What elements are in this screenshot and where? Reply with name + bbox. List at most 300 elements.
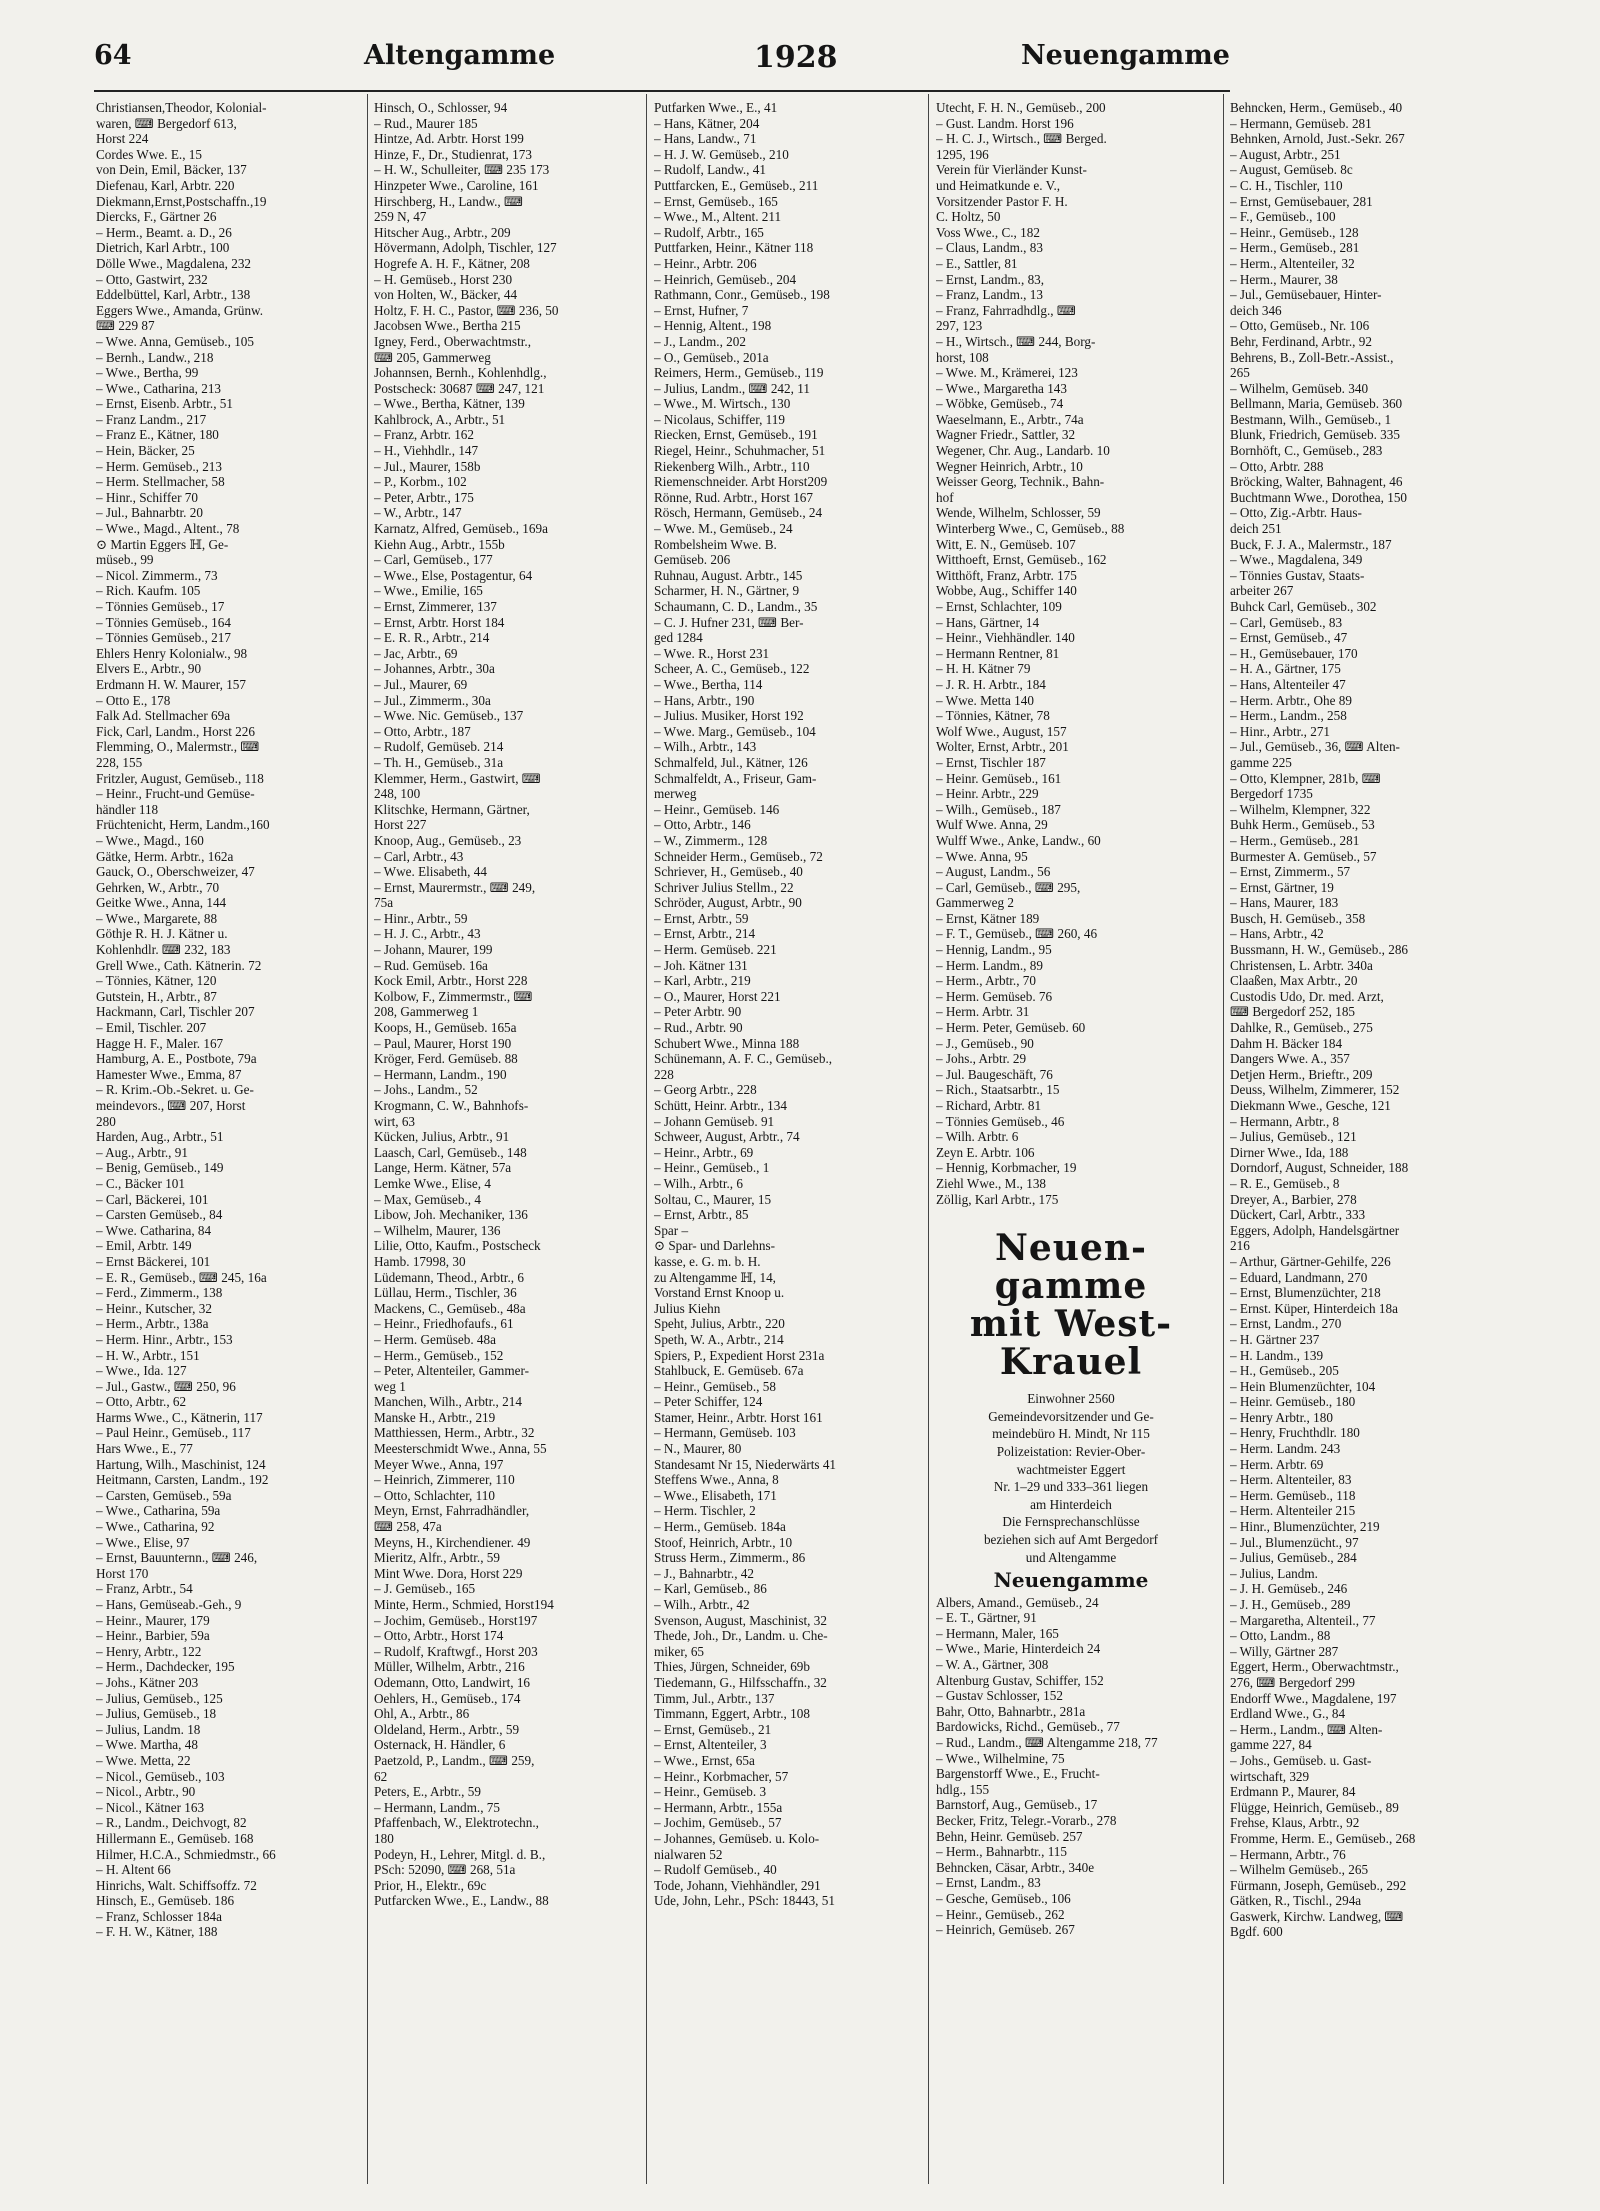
directory-entry: Igney, Ferd., Oberwachtmstr., [374,333,531,349]
directory-entry: Diefenau, Karl, Arbtr. 220 [96,177,235,193]
directory-entry: – C. H., Tischler, 110 [1230,177,1343,193]
directory-entry: Bussmann, H. W., Gemüseb., 286 [1230,942,1409,958]
directory-entry: Flügge, Heinrich, Gemüseb., 89 [1230,1799,1399,1815]
directory-entry: – R. E., Gemüseb., 8 [1230,1175,1340,1191]
directory-entry: Oldeland, Herm., Arbtr., 59 [374,1721,520,1737]
directory-entry: – C., Bäcker 101 [96,1175,185,1191]
directory-entry: gamme 227, 84 [1230,1737,1312,1753]
directory-entry: – J. H., Gemüseb., 289 [1230,1597,1351,1612]
directory-entry: – Heinr., Viehhändler. 140 [936,630,1075,646]
directory-entry: Timm, Jul., Arbtr., 137 [654,1690,775,1706]
directory-entry: – Heinr., Barbier, 59a [96,1628,210,1644]
directory-entry: Standesamt Nr 15, Niederwärts 41 [654,1456,837,1472]
directory-entry: – Ernst, Zimmerer, 137 [374,599,497,614]
directory-entry: Meesterschmidt Wwe., Anna, 55 [374,1441,547,1457]
directory-entry: – Herm., Maurer, 38 [1230,271,1338,287]
directory-entry: Rombelsheim Wwe. B. [654,536,777,552]
directory-entry: zu Altengamme ℍ, 14, [654,1269,776,1285]
directory-entry: Dückert, Carl, Arbtr., 333 [1230,1207,1366,1223]
directory-entry: – Peter Schiffer, 124 [654,1394,763,1410]
directory-entry: – Heinrich, Zimmerer, 110 [374,1472,515,1488]
directory-entry: Johannsen, Bernh., Kohlenhdlg., [374,365,547,381]
directory-entry: nialwaren 52 [654,1846,723,1862]
directory-entry: Riegel, Heinr., Schuhmacher, 51 [654,443,826,459]
directory-entry: – Karl, Arbtr., 219 [654,973,751,989]
directory-entry: – Joh. Kätner 131 [654,957,748,973]
directory-entry: – Nicolaus, Schiffer, 119 [654,411,785,427]
directory-entry: – Paul, Maurer, Horst 190 [374,1035,512,1051]
directory-entry: – Heinr., Gemüseb., 262 [936,1906,1065,1922]
directory-entry: – Herm. Arbtr. 31 [936,1004,1030,1020]
directory-entry: – Jul. Baugeschäft, 76 [936,1066,1053,1082]
directory-entry: Hilmer, H.C.A., Schmiedmstr., 66 [96,1846,276,1862]
directory-entry: – Heinr., Gemüseb. 146 [654,801,780,817]
directory-entry: – Franz, Schlosser 184a [96,1908,222,1924]
directory-entry: Pfaffenbach, W., Elektrotechn., [374,1815,539,1831]
directory-entry: Bergedorf 1735 [1230,786,1313,802]
directory-entry: 62 [374,1768,388,1784]
directory-entry: – H. J. C., Arbtr., 43 [374,926,481,942]
directory-entry: – Herm., Arbtr., 138a [96,1316,209,1332]
directory-entry: Dangers Wwe. A., 357 [1230,1051,1350,1067]
directory-entry: – Wwe. M., Gemüseb., 24 [654,521,793,537]
directory-entry: Horst 227 [374,817,427,833]
directory-entry: Christiansen,Theodor, Kolonial- [96,100,267,115]
directory-entry: ged 1284 [654,630,703,646]
directory-entry: – Ernst. Küper, Hinterdeich 18a [1230,1300,1398,1316]
directory-entry: kasse, e. G. m. b. H. [654,1253,761,1269]
info-note: und Altengamme [1025,1549,1117,1565]
directory-entry: – H., Gemüseb., 205 [1230,1363,1339,1379]
directory-entry: – Heinrich, Gemüseb., 204 [654,271,797,287]
directory-entry: – Wwe. Metta 140 [936,692,1034,708]
directory-entry: – Hans, Arbtr., 42 [1230,926,1324,942]
directory-entry: Witt, E. N., Gemüseb. 107 [936,536,1076,552]
directory-entry: Julius Kiehn [654,1300,721,1316]
directory-entry: Schubert Wwe., Minna 188 [654,1035,800,1051]
directory-entry: Riekenberg Wilh., Arbtr., 110 [654,458,810,474]
directory-entry: Harden, Aug., Arbtr., 51 [96,1129,224,1145]
directory-entry: Schröder, August, Arbtr., 90 [654,895,802,911]
directory-entry: Matthiessen, Herm., Arbtr., 32 [374,1425,535,1441]
directory-entry: Erdmann P., Maurer, 84 [1230,1784,1356,1800]
directory-entry: Kahlbrock, A., Arbtr., 51 [374,411,506,427]
directory-entry: – Carsten Gemüseb., 84 [96,1207,223,1223]
directory-entry: Fürmann, Joseph, Gemüseb., 292 [1230,1877,1407,1893]
directory-entry: Christensen, L. Arbtr. 340a [1230,957,1373,973]
directory-entry: – Heinr., Frucht-und Gemüse- [96,786,255,802]
directory-entry: Claaßen, Max Arbtr., 20 [1230,973,1358,989]
directory-entry: Soltau, C., Maurer, 15 [654,1191,772,1207]
directory-entry: arbeiter 267 [1230,583,1294,599]
directory-entry: – Hans, Arbtr., 190 [654,692,755,708]
directory-entry: Putfarken Wwe., E., 41 [654,100,778,115]
directory-entry: – Wwe., Ida. 127 [96,1363,187,1379]
directory-entry: – Herm., Gemüseb., 281 [1230,832,1360,848]
directory-entry: Bgdf. 600 [1230,1924,1283,1940]
directory-entry: – Wwe., Magd., Altent., 78 [96,521,240,537]
directory-entry: Rathmann, Conr., Gemüseb., 198 [654,287,830,303]
directory-entry: Busch, H. Gemüseb., 358 [1230,910,1366,926]
directory-entry: Hamb. 17998, 30 [374,1253,466,1269]
directory-entry: – H., Viehhdlr., 147 [374,443,479,459]
directory-entry: Lemke Wwe., Elise, 4 [374,1175,491,1191]
directory-entry: – Tönnies Gemüseb., 217 [96,630,231,646]
directory-entry: ⊙ Martin Eggers ℍ, Ge- [96,536,229,552]
info-note: Die Fernsprechanschlüsse [1002,1514,1140,1530]
directory-entry: – Hermann, Arbtr., 8 [1230,1113,1340,1129]
directory-entry: – Wwe. R., Horst 231 [654,645,770,661]
directory-entry: Erdland Wwe., G., 84 [1230,1706,1346,1722]
directory-entry: – Ernst, Blumenzüchter, 218 [1230,1285,1381,1301]
directory-entry: – Herm., Gemüseb., 152 [374,1347,504,1363]
directory-entry: Steffens Wwe., Anna, 8 [654,1472,779,1488]
directory-entry: – Otto E., 178 [96,692,171,708]
directory-entry: – Wwe., Bertha, 99 [96,365,199,381]
directory-entry: – Hermann, Landm., 75 [374,1799,500,1815]
directory-entry: Thies, Jürgen, Schneider, 69b [654,1659,810,1675]
directory-entry: – Otto, Landm., 88 [1230,1628,1331,1644]
directory-entry: – Tönnies Gemüseb., 46 [936,1113,1065,1129]
directory-entry: – Johann, Maurer, 199 [374,942,493,958]
directory-entry: – Hinr., Blumenzüchter, 219 [1230,1519,1380,1535]
directory-entry: – Heinr. Gemüseb., 161 [936,770,1062,786]
directory-entry: Meyer Wwe., Anna, 197 [374,1456,504,1472]
directory-entry: Hogrefe A. H. F., Kätner, 208 [374,255,530,271]
directory-entry: – H. W., Arbtr., 151 [96,1347,200,1363]
directory-entry: – Ernst, Altenteiler, 3 [654,1737,767,1753]
directory-entry: – Ernst, Hufner, 7 [654,302,749,318]
directory-entry: Krogmann, C. W., Bahnhofs- [374,1098,529,1113]
directory-entry: Erdmann H. W. Maurer, 157 [96,676,246,692]
directory-entry: Zeyn E. Arbtr. 106 [936,1144,1035,1160]
directory-entry: – Hermann, Arbtr., 155a [654,1799,783,1815]
directory-entry: miker, 65 [654,1643,705,1659]
directory-entry: Diekmann,Ernst,Postschaffn.,19 [96,193,267,209]
directory-entry: – Hans, Gärtner, 14 [936,614,1040,630]
directory-entry: Ohl, A., Arbtr., 86 [374,1706,470,1722]
directory-entry: Burmester A. Gemüseb., 57 [1230,848,1377,864]
directory-entry: Schmalfeldt, A., Friseur, Gam- [654,770,817,786]
directory-entry: merweg [654,786,697,802]
directory-entry: – Ernst, Tischler 187 [936,754,1046,770]
left-running-title: Altengamme [364,40,556,71]
directory-entry: Peters, E., Arbtr., 59 [374,1784,481,1800]
directory-entry: – H. Gärtner 237 [1230,1331,1320,1347]
directory-entry: – Henry Arbtr., 180 [1230,1409,1333,1425]
directory-entry: – Nicol., Gemüseb., 103 [96,1768,225,1784]
directory-entry: von Holten, W., Bäcker, 44 [374,287,518,303]
directory-entry: – Ernst, Landm., 83, [936,271,1045,287]
directory-entry: Klitschke, Hermann, Gärtner, [374,801,530,817]
directory-entry: weg 1 [374,1378,406,1394]
directory-entry: Tode, Johann, Viehhändler, 291 [654,1877,821,1893]
directory-entry: Wegner Heinrich, Arbtr., 10 [936,458,1083,474]
directory-entry: Gauck, O., Oberschweizer, 47 [96,864,255,880]
directory-entry: – Heinr., Gemüseb. 3 [654,1784,767,1800]
directory-entry: – Herm. Altenteiler 215 [1230,1503,1356,1519]
directory-entry: – Jochim, Gemüseb., Horst197 [374,1612,538,1628]
directory-entry: – Wwe., Else, Postagentur, 64 [374,567,533,583]
directory-entry: – Wöbke, Gemüseb., 74 [936,396,1064,412]
directory-entry: – Rudolf, Gemüseb. 214 [374,739,504,755]
directory-entry: – Herm. Gemüseb. 221 [654,942,777,958]
directory-entry: Schneider Herm., Gemüseb., 72 [654,848,823,864]
directory-entry: – Wwe. Elisabeth, 44 [374,864,487,880]
column-4-entries [936,100,1206,1207]
directory-entry: Puttfarcken, E., Gemüseb., 211 [654,177,819,193]
directory-entry: – Wwe., Catharina, 213 [96,380,222,396]
directory-entry: – Paul Heinr., Gemüseb., 117 [96,1425,251,1441]
directory-column-5 [1230,100,1502,2180]
directory-entry: – Hans, Altenteiler 47 [1230,676,1346,692]
directory-entry: – H., Gemüsebauer, 170 [1230,645,1358,661]
directory-entry: Tiedemann, G., Hilfsschaffn., 32 [654,1674,827,1690]
directory-entry: 1295, 196 [936,146,989,162]
directory-entry: 265 [1230,365,1250,381]
directory-entry: Buhk Herm., Gemüseb., 53 [1230,817,1375,833]
directory-entry: Flemming, O., Malermstr., ⌨ [96,739,260,755]
page-number: 64 [94,40,132,71]
directory-entry: Lüdemann, Theod., Arbtr., 6 [374,1269,524,1285]
directory-entry: und Heimatkunde e. V., [936,177,1061,193]
directory-entry: Frehse, Klaus, Arbtr., 92 [1230,1815,1360,1831]
directory-entry: Struss Herm., Zimmerm., 86 [654,1550,806,1566]
directory-entry: – Hinr., Arbtr., 59 [374,910,468,926]
banner-line: Neuen- [994,1227,1147,1270]
directory-entry: Grell Wwe., Cath. Kätnerin. 72 [96,957,262,973]
info-note: am Hinterdeich [1030,1496,1112,1512]
directory-entry: – Hennig, Landm., 95 [936,942,1052,958]
directory-entry: Weisser Georg, Technik., Bahn- [936,474,1105,490]
directory-entry: – Heinr., Arbtr., 69 [654,1144,754,1160]
directory-entry: ⌨ 205, Gammerweg [374,349,491,365]
directory-entry: – Wwe., Emilie, 165 [374,583,483,599]
directory-entry: – Heinr. Arbtr., 229 [936,786,1039,802]
directory-entry: Kröger, Ferd. Gemüseb. 88 [374,1051,518,1067]
directory-entry: Putfarcken Wwe., E., Landw., 88 [374,1893,549,1909]
directory-entry: Hitscher Aug., Arbtr., 209 [374,224,511,240]
directory-entry: – Emil, Arbtr. 149 [96,1238,192,1254]
directory-entry: Wegener, Chr. Aug., Landarb. 10 [936,443,1110,459]
directory-entry: Schriver Julius Stellm., 22 [654,879,794,895]
directory-entry: Odemann, Otto, Landwirt, 16 [374,1674,531,1690]
column-divider [646,94,647,2184]
directory-entry: – Wilh., Arbtr., 6 [654,1175,743,1191]
directory-entry: Verein für Vierländer Kunst- [936,162,1087,178]
directory-entry: – Hans, Kätner, 204 [654,115,760,131]
directory-entry: – Wwe., Catharina, 92 [96,1519,215,1535]
directory-entry: – Heinr., Gemüseb., 128 [1230,224,1359,240]
directory-entry: – Rudolf, Arbtr., 165 [654,224,764,240]
directory-entry: – Tönnies Gustav, Staats- [1230,567,1365,583]
directory-entry: – Gustav Schlosser, 152 [936,1688,1063,1704]
directory-entry: Bahr, Otto, Bahnarbtr., 281a [936,1703,1086,1719]
directory-entry: – Ernst Bäckerei, 101 [96,1253,211,1269]
directory-entry: – F., Gemüseb., 100 [1230,209,1336,225]
directory-entry: Lüllau, Herm., Tischler, 36 [374,1285,517,1301]
directory-entry: Schütt, Heinr. Arbtr., 134 [654,1098,787,1113]
directory-entry: – H. Altent 66 [96,1862,171,1878]
directory-entry: – Herm. Stellmacher, 58 [96,474,225,490]
directory-entry: – Emil, Tischler. 207 [96,1020,207,1036]
directory-entry: Bellmann, Maria, Gemüseb. 360 [1230,396,1403,412]
directory-entry: – Herm., Arbtr., 70 [936,973,1036,989]
directory-entry: – Jul., Zimmerm., 30a [374,692,491,708]
directory-entry: Waeselmann, E., Arbtr., 74a [936,411,1084,427]
directory-entry: – Ernst, Gemüseb., 21 [654,1721,772,1737]
directory-entry: Albers, Amand., Gemüseb., 24 [936,1594,1099,1610]
directory-entry: deich 251 [1230,521,1282,537]
directory-entry: Riecken, Ernst, Gemüseb., 191 [654,427,818,443]
directory-entry: Kock Emil, Arbtr., Horst 228 [374,973,528,989]
directory-entry: Wolter, Ernst, Arbtr., 201 [936,739,1069,755]
directory-entry: – Wilh. Arbtr. 6 [936,1129,1019,1145]
directory-entry: – Carl, Arbtr., 43 [374,848,464,864]
directory-entry: – Rud. Gemüseb. 16a [374,957,488,973]
directory-entry: Horst 224 [96,131,149,147]
directory-entry: Witthoeft, Ernst, Gemüseb., 162 [936,552,1107,568]
directory-entry: 228, 155 [96,754,143,770]
directory-entry: – Hermann, Gemüseb. 281 [1230,115,1372,131]
directory-entry: Wobbe, Aug., Schiffer 140 [936,583,1077,599]
directory-entry: Wulff Wwe., Anke, Landw., 60 [936,832,1101,848]
directory-entry: Müller, Wilhelm, Arbtr., 216 [374,1659,525,1675]
directory-entry: Eggers, Adolph, Handelsgärtner [1230,1222,1400,1238]
directory-entry: Gammerweg 2 [936,895,1014,911]
directory-entry: Utecht, F. H. N., Gemüseb., 200 [936,100,1106,115]
directory-entry: – Franz, Landm., 13 [936,287,1043,303]
directory-entry: – Heinr., Maurer, 179 [96,1612,210,1628]
directory-entry: Mieritz, Alfr., Arbtr., 59 [374,1550,500,1566]
directory-entry: – Rudolf, Kraftwgf., Horst 203 [374,1643,538,1659]
banner-line: gamme [994,1265,1148,1308]
directory-entry: – W., Arbtr., 147 [374,505,462,521]
directory-entry: müseb., 99 [96,552,154,568]
directory-entry: 248, 100 [374,786,421,802]
directory-entry: Geitke Wwe., Anna, 144 [96,895,227,911]
directory-entry: Lange, Herm. Kätner, 57a [374,1160,512,1176]
directory-entry: – Otto, Arbtr. 288 [1230,458,1324,474]
directory-entry: Schweer, August, Arbtr., 74 [654,1129,800,1145]
directory-entry: – Heinr., Kutscher, 32 [96,1300,212,1316]
directory-entry: Göthje R. H. J. Kätner u. [96,926,228,942]
directory-entry: Dietrich, Karl Arbtr., 100 [96,240,230,256]
directory-entry: Gutstein, H., Arbtr., 87 [96,988,217,1004]
directory-entry: Laasch, Carl, Gemüseb., 148 [374,1144,527,1160]
info-note: meindebüro H. Mindt, Nr 115 [992,1426,1150,1442]
directory-entry: – Otto, Schlachter, 110 [374,1487,495,1503]
directory-entry: Prior, H., Elektr., 69c [374,1877,487,1893]
directory-entry: – Julius, Landm. 18 [96,1721,201,1737]
directory-entry: – Jul., Bahnarbtr. 20 [96,505,203,521]
directory-entry: Wende, Wilhelm, Schlosser, 59 [936,505,1101,521]
directory-entry: Holtz, F. H. C., Pastor, ⌨ 236, 50 [374,302,559,318]
directory-entry: – Jul., Maurer, 158b [374,458,481,474]
directory-entry: – Ernst, Gemüseb., 47 [1230,630,1348,646]
directory-entry: – Herm., Beamt. a. D., 26 [96,224,232,240]
directory-entry: – F. T., Gemüseb., ⌨ 260, 46 [936,926,1098,942]
directory-entry: ⌨ Bergedorf 252, 185 [1230,1004,1356,1020]
directory-entry: Winterberg Wwe., C, Gemüseb., 88 [936,521,1125,537]
directory-entry: – Richard, Arbtr. 81 [936,1098,1042,1113]
directory-entry: horst, 108 [936,349,989,365]
directory-entry: deich 346 [1230,302,1282,318]
directory-entry: 276, ⌨ Bergedorf 299 [1230,1674,1356,1690]
directory-entry: Behncken, Cäsar, Arbtr., 340e [936,1859,1095,1875]
directory-entry: Dölle Wwe., Magdalena, 232 [96,255,252,271]
directory-entry: – Hermann, Gemüseb. 103 [654,1425,796,1441]
directory-entry: – Heinr., Gemüseb., 58 [654,1378,776,1394]
directory-entry: – Rich. Kaufm. 105 [96,583,201,599]
directory-entry: Rösch, Hermann, Gemüseb., 24 [654,505,823,521]
directory-entry: – Hennig, Korbmacher, 19 [936,1160,1077,1176]
directory-entry: – Otto, Arbtr., 187 [374,723,471,739]
directory-entry: – Ernst, Bauunternn., ⌨ 246, [96,1550,258,1566]
directory-entry: – Jac, Arbtr., 69 [374,645,458,661]
directory-entry: – Aug., Arbtr., 91 [96,1144,188,1160]
directory-entry: – Heinr., Arbtr. 206 [654,255,757,271]
directory-entry: – Johs., Arbtr. 29 [936,1051,1027,1067]
directory-entry: Knoop, Aug., Gemüseb., 23 [374,832,522,848]
directory-entry: Hinrichs, Walt. Schiffsoffz. 72 [96,1877,257,1893]
directory-entry: – Wwe., Margarete, 88 [96,910,218,926]
directory-entry: Diekmann Wwe., Gesche, 121 [1230,1098,1391,1113]
directory-entry: – Hinr., Schiffer 70 [96,489,198,505]
neuengamme-entries [936,1595,1206,1938]
directory-entry: Detjen Herm., Brieftr., 209 [1230,1066,1373,1082]
directory-entry: – Wwe., Bertha, 114 [654,676,763,692]
directory-entry: – Peter, Arbtr., 175 [374,489,474,505]
directory-entry: Stamer, Heinr., Arbtr. Horst 161 [654,1409,823,1425]
directory-entry: Buchtmann Wwe., Dorothea, 150 [1230,489,1408,505]
directory-entry: Mackens, C., Gemüseb., 48a [374,1300,526,1316]
directory-entry: – Hennig, Altent., 198 [654,318,772,334]
directory-entry: Scheer, A. C., Gemüseb., 122 [654,661,810,677]
directory-entry: – Franz Landm., 217 [96,411,207,427]
directory-entry: – Ferd., Zimmerm., 138 [96,1285,223,1301]
directory-entry: – Hinr., Arbtr., 271 [1230,723,1331,739]
directory-entry: Bardowicks, Richd., Gemüseb., 77 [936,1719,1120,1735]
right-running-title: Neuengamme [1021,40,1230,71]
directory-entry: Eddelbüttel, Karl, Arbtr., 138 [96,287,251,303]
directory-entry: Hillermann E., Gemüseb. 168 [96,1830,254,1846]
directory-entry: – Rudolf, Landw., 41 [654,162,766,178]
banner-line: Krauel [999,1341,1143,1384]
directory-entry: Hinsch, O., Schlosser, 94 [374,100,508,115]
info-note: Nr. 1–29 und 333–361 liegen [993,1479,1149,1495]
column-divider [928,94,929,2184]
directory-entry: Behnken, Arnold, Just.-Sekr. 267 [1230,131,1405,147]
directory-entry: Blunk, Friedrich, Gemüseb. 335 [1230,427,1400,443]
directory-entry: Diercks, F., Gärtner 26 [96,209,217,225]
directory-entry: Endorff Wwe., Magdalene, 197 [1230,1690,1397,1706]
directory-entry: – Wwe. M., Krämerei, 123 [936,365,1078,381]
directory-entry: Eggert, Herm., Oberwachtmstr., [1230,1659,1399,1675]
directory-entry: Speth, W. A., Arbtr., 214 [654,1331,784,1347]
directory-entry: gamme 225 [1230,754,1292,770]
directory-entry: Vorstand Ernst Knoop u. [654,1285,785,1301]
directory-entry: – C. J. Hufner 231, ⌨ Ber- [654,614,804,630]
directory-entry: – Herm. Gemüseb. 48a [374,1331,496,1347]
directory-entry: Buck, F. J. A., Malermstr., 187 [1230,536,1392,552]
directory-entry: – Wilhelm, Maurer, 136 [374,1222,501,1238]
directory-entry: 297, 123 [936,318,983,334]
directory-entry: Hintze, Ad. Arbtr. Horst 199 [374,131,524,147]
directory-entry: – Julius, Gemüseb., 18 [96,1706,217,1722]
neuengamme-notes [936,1391,1206,1565]
directory-entry: – Johannes, Arbtr., 30a [374,661,495,677]
